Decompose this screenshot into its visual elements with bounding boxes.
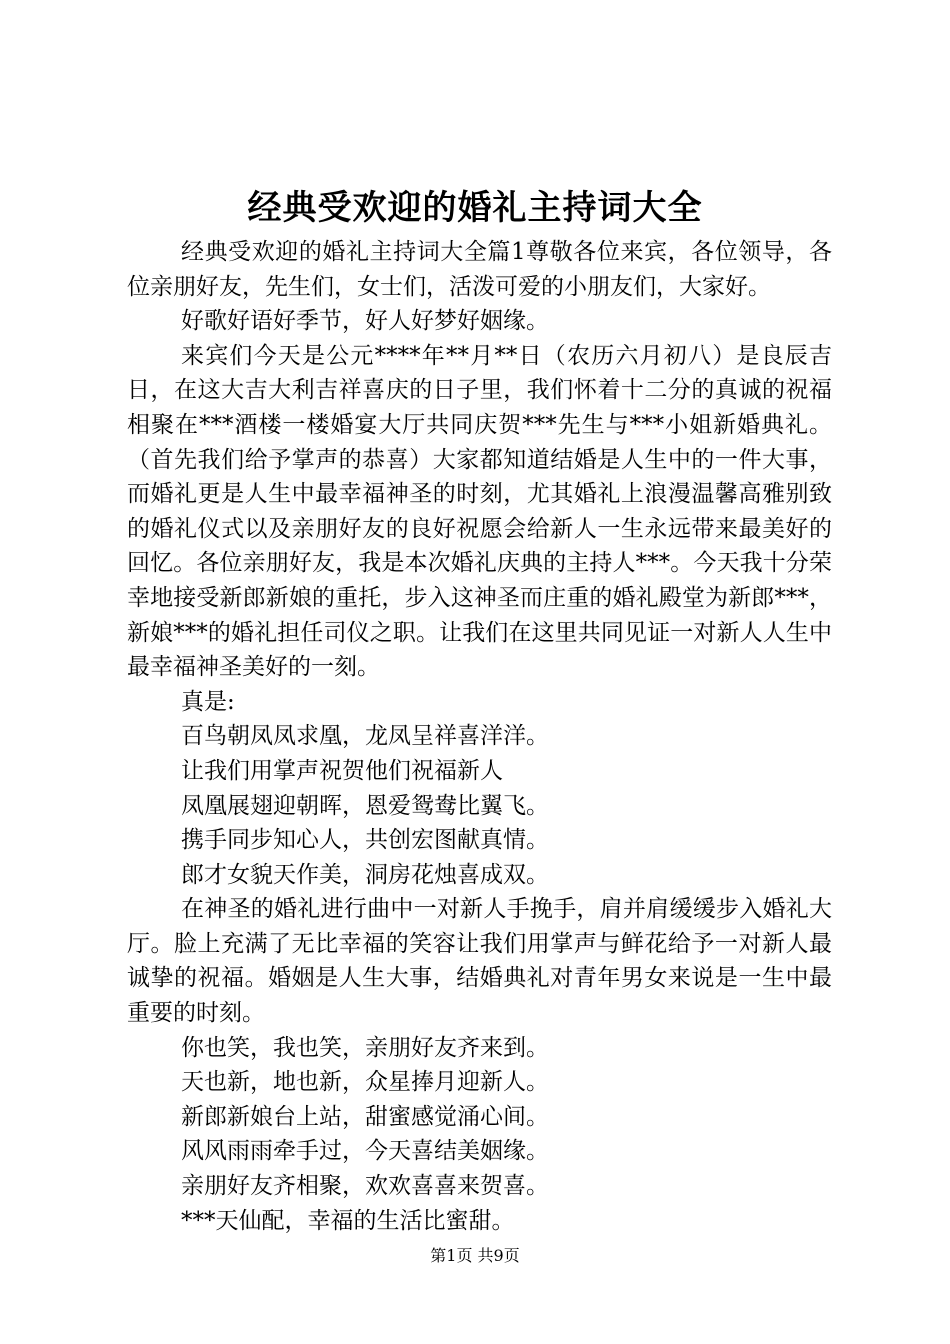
page-footer: 第1页 共9页 [430,1246,520,1265]
paragraph: 你也笑，我也笑，亲朋好友齐来到。 [181,1034,549,1061]
paragraph: 真是: [181,688,235,715]
paragraph: 好歌好语好季节，好人好梦好姻缘。 [181,308,549,335]
paragraph: 新郎新娘台上站，甜蜜感觉涌心间。 [181,1103,549,1130]
document-title: 经典受欢迎的婚礼主持词大全 [247,188,703,228]
document-body [127,235,832,1238]
paragraph: 凤凰展翅迎朝晖，恩爱鸳鸯比翼飞。 [181,792,549,819]
paragraph: 来宾们今天是公元****年**月**日（农历六月初八）是良辰吉日，在这大吉大利吉祥喜庆的日子里，我们怀着十二分的真诚的祝福相聚在***酒楼一楼婚宴大厅共同庆贺***先生与***小姐新婚典礼。（首先我们给予掌声的恭喜）大家都知道结婚是人生中的一件大事，而婚礼更是人生中最幸福神圣的时刻，尤其婚礼上浪漫温馨高雅别致的婚礼仪式以及亲朋好友的良好祝愿会给新人一生永远带来最美好的回忆。各位亲朋好友，我是本次婚礼庆典的主持人***。今天我十分荣幸地接受新郎新娘的重托，步入这神圣而庄重的婚礼殿堂为新郎***，新娘***的婚礼担任司仪之职。让我们在这里共同见证一对新人人生中最幸福神圣美好的一刻。 [127,342,832,681]
paragraph: 风风雨雨牵手过，今天喜结美姻缘。 [181,1138,549,1165]
paragraph: 携手同步知心人，共创宏图献真情。 [181,827,549,854]
paragraph: ***天仙配，幸福的生活比蜜甜。 [181,1207,515,1234]
paragraph: 在神圣的婚礼进行曲中一对新人手挽手，肩并肩缓缓步入婚礼大厅。脸上充满了无比幸福的笑容让我们用掌声与鲜花给予一对新人最诚挚的祝福。婚姻是人生大事，结婚典礼对青年男女来说是一生中最重要的时刻。 [127,896,832,1027]
paragraph: 天也新，地也新，众星捧月迎新人。 [181,1069,549,1096]
paragraph: 百鸟朝凤凤求凰，龙凤呈祥喜洋洋。 [181,723,549,750]
paragraph: 亲朋好友齐相聚，欢欢喜喜来贺喜。 [181,1173,549,1200]
paragraph: 经典受欢迎的婚礼主持词大全篇1尊敬各位来宾，各位领导，各位亲朋好友，先生们，女士们，活泼可爱的小朋友们，大家好。 [127,239,832,300]
paragraph: 让我们用掌声祝贺他们祝福新人 [181,757,503,784]
paragraph: 郎才女貌天作美，洞房花烛喜成双。 [181,861,549,888]
